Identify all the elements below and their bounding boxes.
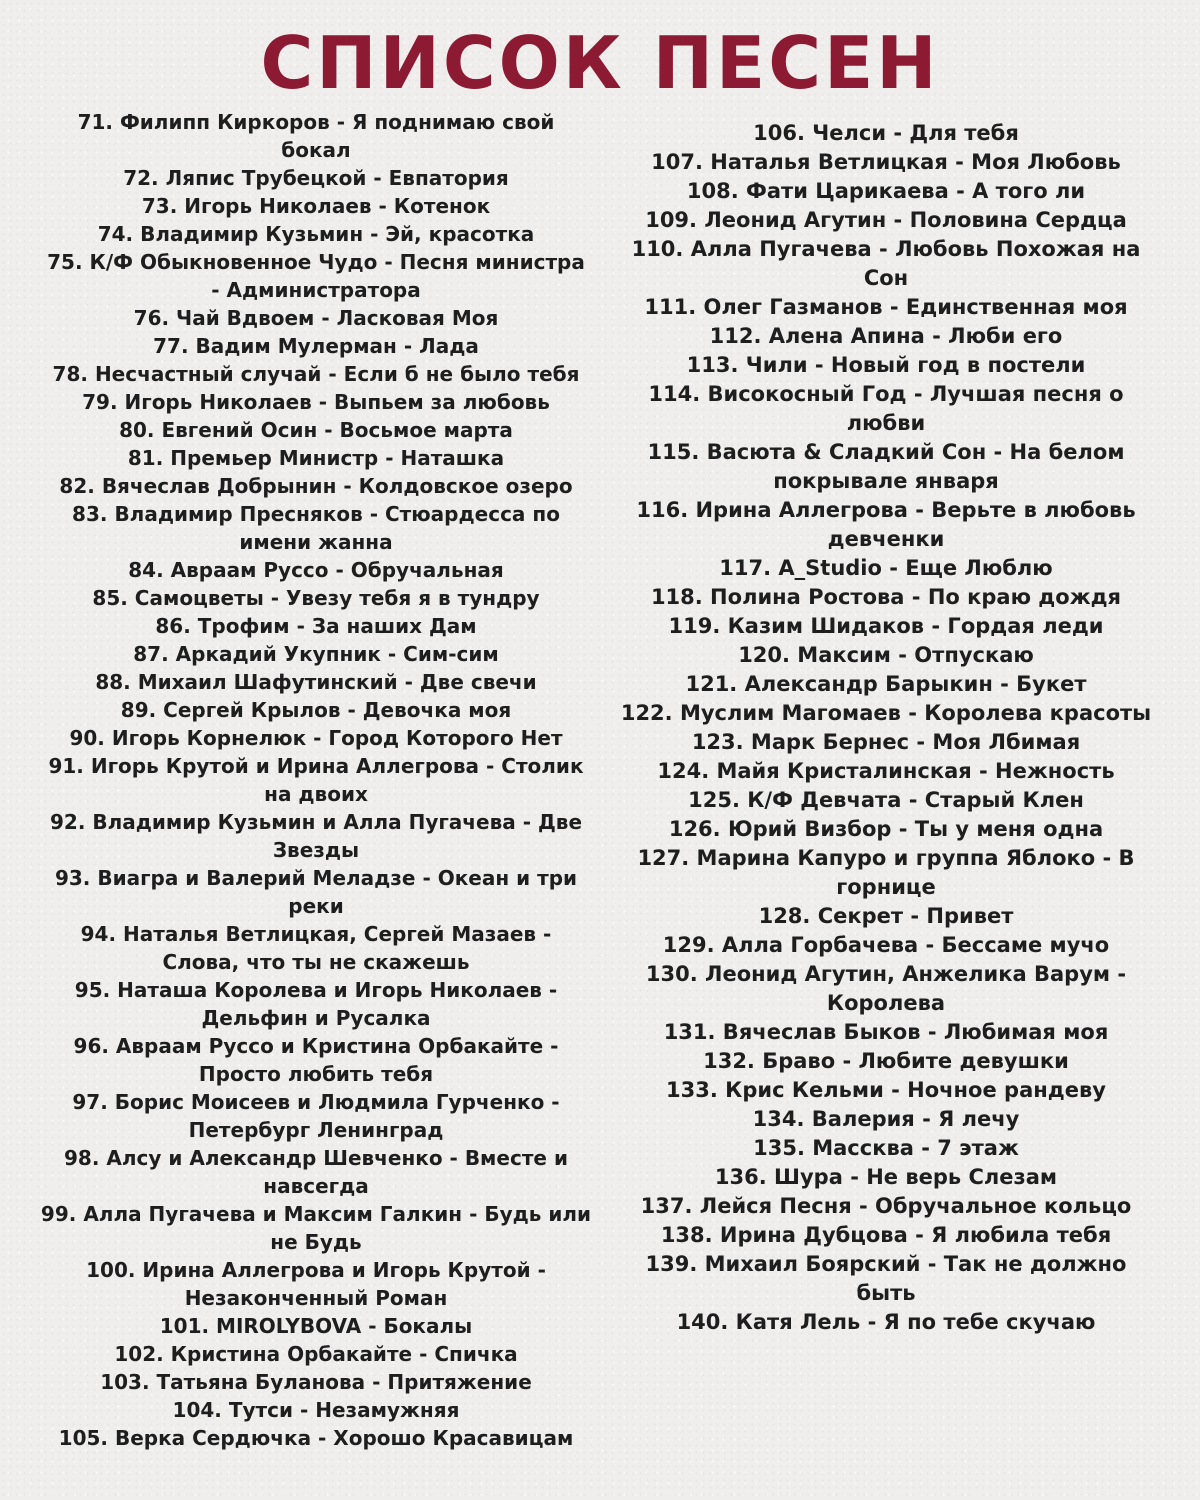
song-item: 87. Аркадий Укупник - Сим-сим [133, 642, 499, 666]
song-item: 71. Филипп Киркоров - Я поднимаю свой бокал [77, 110, 555, 162]
song-item: 100. Ирина Аллегрова и Игорь Крутой - Незаконченный Роман [86, 1258, 546, 1310]
song-item: 109. Леонид Агутин - Половина Сердца [645, 208, 1127, 232]
song-item: 120. Максим - Отпускаю [738, 643, 1034, 667]
song-item: 113. Чили - Новый год в постели [686, 353, 1086, 377]
song-item: 72. Ляпис Трубецкой - Евпатория [123, 166, 509, 190]
page-title: СПИСОК ПЕСЕН [260, 21, 940, 105]
song-item: 125. К/Ф Девчата - Старый Клен [688, 788, 1084, 812]
song-item: 102. Кристина Орбакайте - Спичка [114, 1342, 518, 1366]
song-item: 76. Чай Вдвоем - Ласковая Моя [133, 306, 499, 330]
song-item: 138. Ирина Дубцова - Я любила тебя [660, 1223, 1112, 1247]
song-item: 84. Авраам Руссо - Обручальная [128, 558, 504, 582]
song-item: 115. Васюта & Сладкий Сон - На белом покрывале января [647, 440, 1125, 493]
song-item: 91. Игорь Крутой и Ирина Аллегрова - Столик на двоих [48, 754, 584, 806]
song-item: 104. Тутси - Незамужняя [172, 1398, 460, 1422]
song-item: 129. Алла Горбачева - Бессаме мучо [662, 933, 1110, 957]
song-item: 136. Шура - Не верь Слезам [714, 1165, 1058, 1189]
song-item: 95. Наташа Королева и Игорь Николаев - Дельфин и Русалка [74, 978, 558, 1030]
song-item: 90. Игорь Корнелюк - Город Которого Нет [69, 726, 563, 750]
song-item: 140. Катя Лель - Я по тебе скучаю [676, 1310, 1096, 1334]
song-item: 103. Татьяна Буланова - Притяжение [100, 1370, 532, 1394]
song-item: 123. Марк Бернес - Моя Лбимая [691, 730, 1081, 754]
song-item: 112. Алена Апина - Люби его [709, 324, 1063, 348]
song-item: 121. Александр Барыкин - Букет [685, 672, 1087, 696]
song-item: 110. Алла Пугачева - Любовь Похожая на Сон [631, 237, 1141, 290]
song-item: 107. Наталья Ветлицкая - Моя Любовь [651, 150, 1121, 174]
song-item: 114. Високосный Год - Лучшая песня о любви [648, 382, 1124, 435]
song-item: 111. Олег Газманов - Единственная моя [644, 295, 1128, 319]
song-item: 130. Леонид Агутин, Анжелика Варум - Королева [645, 962, 1127, 1015]
song-list-left [40, 108, 592, 1452]
song-item: 135. Массква - 7 этаж [753, 1136, 1019, 1160]
song-item: 77. Вадим Мулерман - Лада [153, 334, 479, 358]
song-item: 74. Владимир Кузьмин - Эй, красотка [97, 222, 535, 246]
song-item: 75. К/Ф Обыкновенное Чудо - Песня министра - Администратора [47, 250, 585, 302]
song-item: 98. Алсу и Александр Шевченко - Вместе и навсегда [64, 1146, 568, 1198]
song-item: 108. Фати Царикаева - А того ли [686, 179, 1086, 203]
song-item: 127. Марина Капуро и группа Яблоко - В горнице [637, 846, 1135, 899]
song-item: 83. Владимир Пресняков - Стюардесса по имени жанна [72, 502, 560, 554]
song-list-right [620, 119, 1152, 1337]
song-item: 78. Несчастный случай - Если б не было тебя [52, 362, 580, 386]
song-item: 97. Борис Моисеев и Людмила Гурченко - Петербург Ленинград [72, 1090, 560, 1142]
song-item: 137. Лейся Песня - Обручальное кольцо [640, 1194, 1132, 1218]
song-item: 101. MIROLYBOVA - Бокалы [159, 1314, 473, 1338]
song-item: 88. Михаил Шафутинский - Две свечи [95, 670, 537, 694]
song-item: 93. Виагра и Валерий Меладзе - Океан и три реки [54, 866, 578, 918]
song-item: 128. Секрет - Привет [758, 904, 1014, 928]
song-item: 79. Игорь Николаев - Выпьем за любовь [82, 390, 550, 414]
song-item: 132. Браво - Любите девушки [703, 1049, 1069, 1073]
song-item: 96. Авраам Руссо и Кристина Орбакайте - Просто любить тебя [73, 1034, 559, 1086]
song-item: 85. Самоцветы - Увезу тебя я в тундру [92, 586, 540, 610]
song-item: 133. Крис Кельми - Ночное рандеву [666, 1078, 1106, 1102]
song-item: 82. Вячеслав Добрынин - Колдовское озеро [59, 474, 573, 498]
song-item: 119. Казим Шидаков - Гордая леди [668, 614, 1104, 638]
song-item: 89. Сергей Крылов - Девочка моя [120, 698, 512, 722]
song-item: 124. Майя Кристалинская - Нежность [657, 759, 1115, 783]
song-item: 106. Челси - Для тебя [753, 121, 1019, 145]
song-item: 92. Владимир Кузьмин и Алла Пугачева - Две Звезды [49, 810, 583, 862]
song-item: 73. Игорь Николаев - Котенок [141, 194, 491, 218]
song-item: 116. Ирина Аллегрова - Верьте в любовь девченки [636, 498, 1136, 551]
song-item: 117. A_Studio - Еще Люблю [719, 556, 1053, 580]
song-item: 105. Верка Сердючка - Хорошо Красавицам [58, 1426, 574, 1450]
song-item: 99. Алла Пугачева и Максим Галкин - Будь или не Будь [40, 1202, 592, 1254]
song-item: 139. Михаил Боярский - Так не должно быть [645, 1252, 1127, 1305]
song-item: 94. Наталья Ветлицкая, Сергей Мазаев - Слова, что ты не скажешь [80, 922, 552, 974]
song-item: 118. Полина Ростова - По краю дождя [650, 585, 1122, 609]
song-item: 81. Премьер Министр - Наташка [127, 446, 505, 470]
song-item: 86. Трофим - За наших Дам [155, 614, 477, 638]
song-item: 131. Вячеслав Быков - Любимая моя [663, 1020, 1109, 1044]
song-item: 134. Валерия - Я лечу [752, 1107, 1020, 1131]
song-item: 80. Евгений Осин - Восьмое марта [119, 418, 513, 442]
song-item: 122. Муслим Магомаев - Королева красоты [620, 701, 1152, 725]
song-item: 126. Юрий Визбор - Ты у меня одна [668, 817, 1104, 841]
